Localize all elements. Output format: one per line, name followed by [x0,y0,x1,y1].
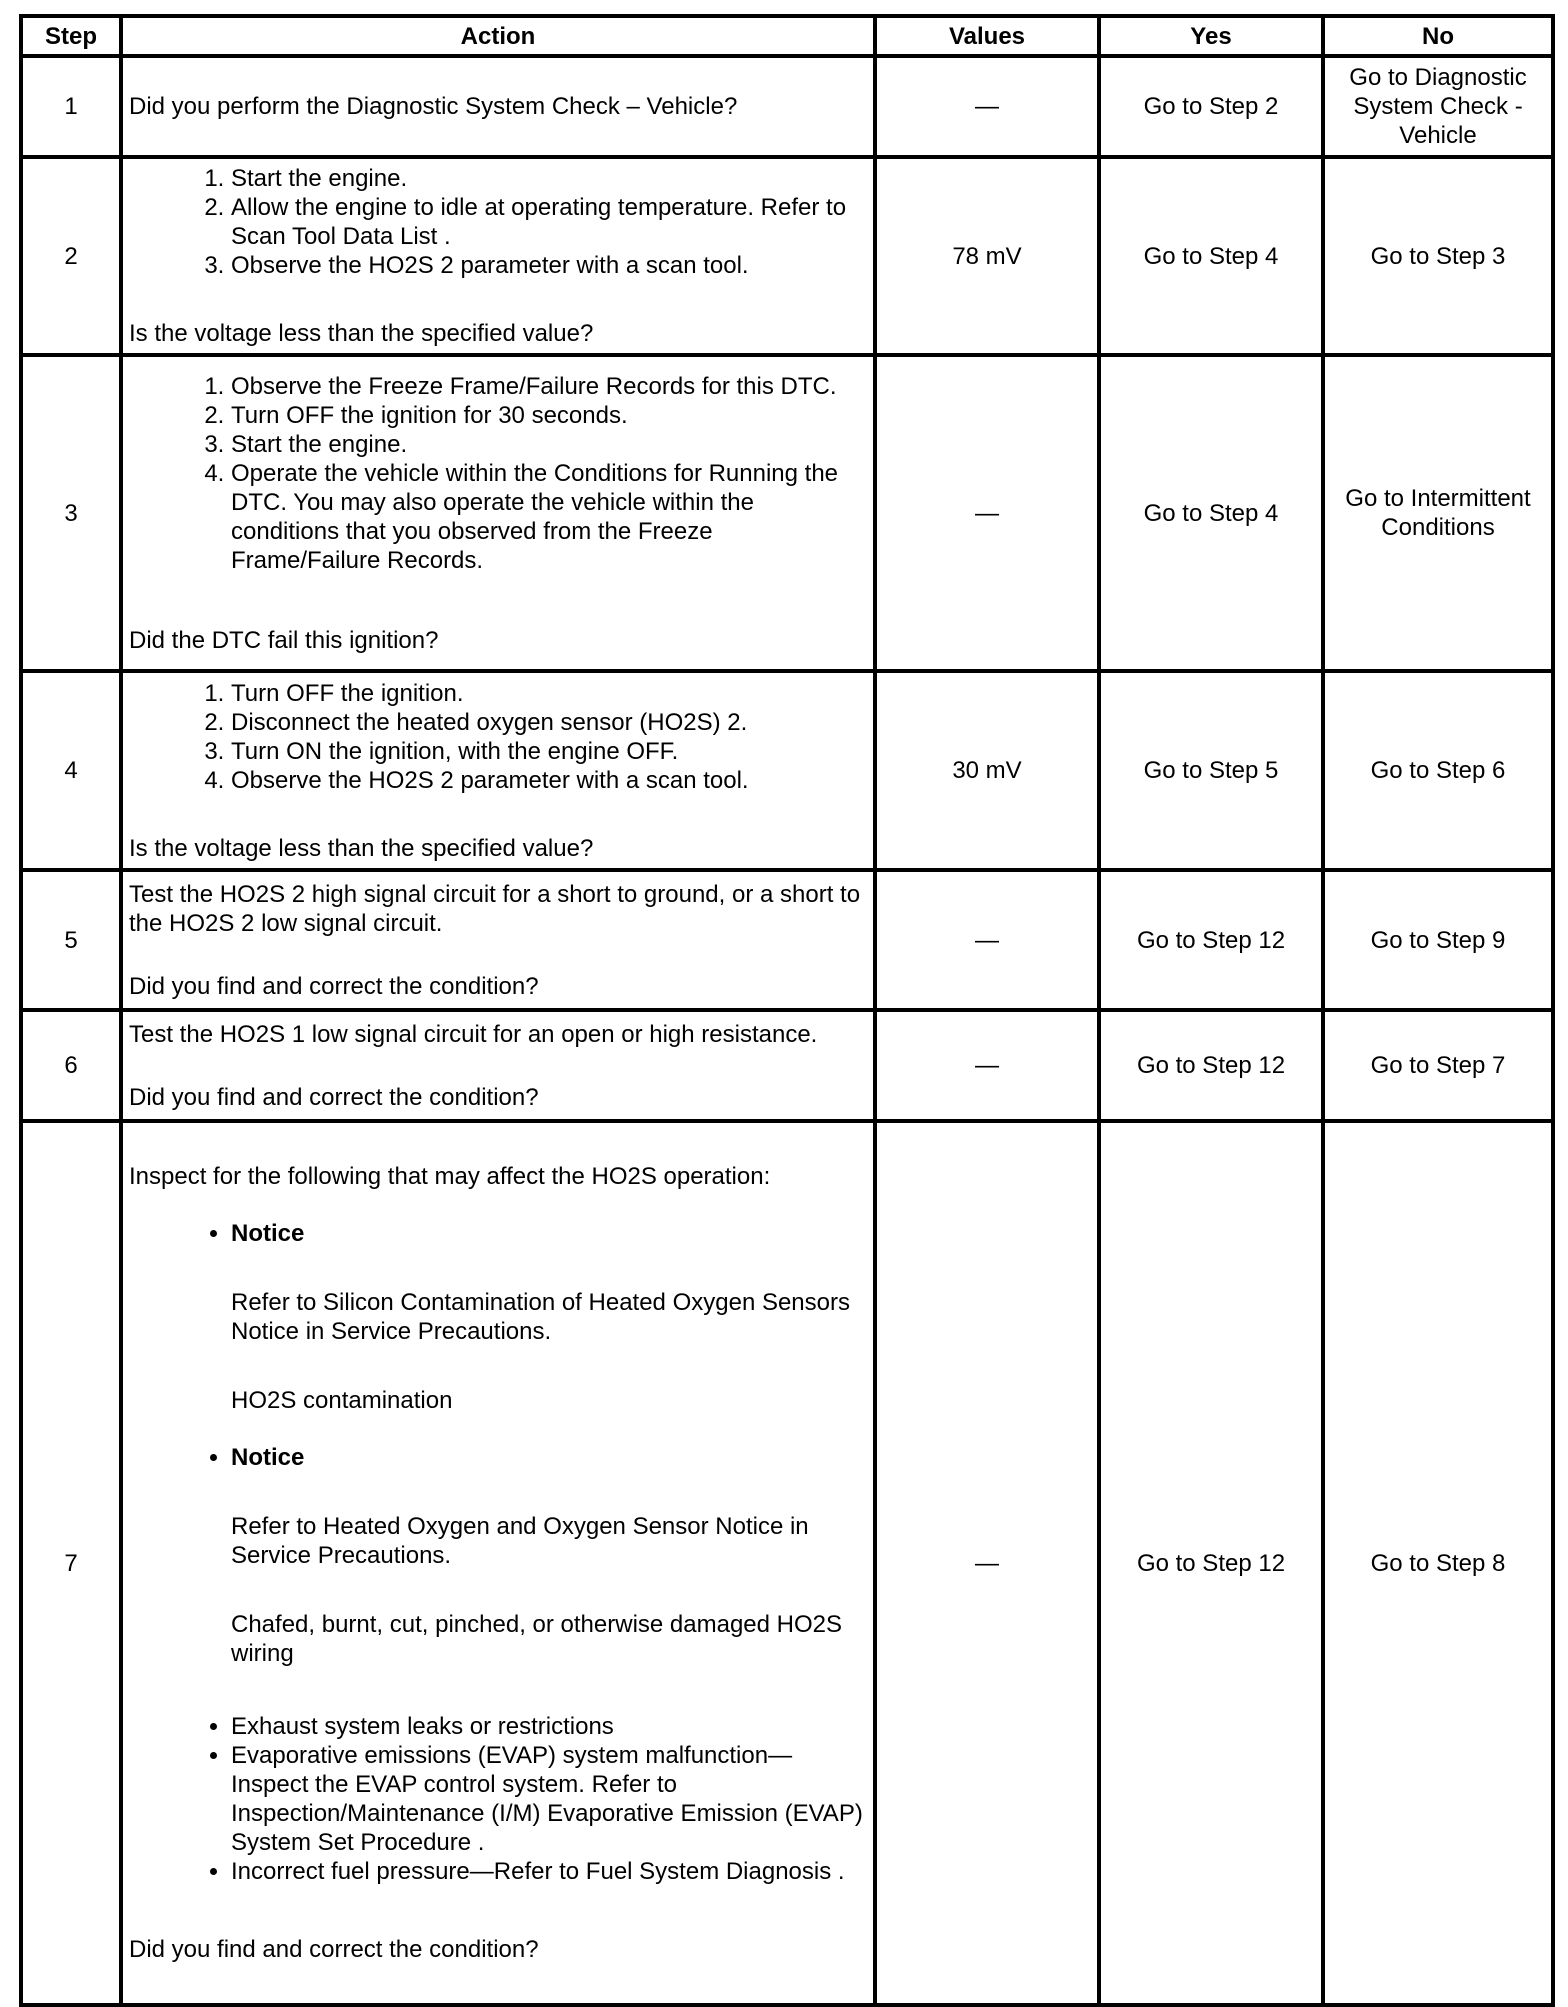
question-text: Did the DTC fail this ignition? [129,626,439,654]
yes-cell: Go to Step 2 [1099,56,1323,157]
list-item [231,1219,867,1415]
procedure-list [129,164,867,280]
action-cell [121,671,875,870]
yes-cell: Go to Step 5 [1099,671,1323,870]
notice-item: Chafed, burnt, cut, pinched, or otherwise damaged HO2S wiring [231,1611,843,1667]
action-text: Test the HO2S 2 high signal circuit for a short to ground, or a short to the HO2S 2 low signal circuit. [129,880,861,937]
list-item: 4. Operate the vehicle within the Conditions for Running the DTC. You may also operate the vehicle within the conditions that you observed from the Freeze Frame/Failure Records. [231,459,867,575]
inspection-list [129,1219,867,1886]
no-cell: Go to Step 3 [1323,157,1553,355]
header-yes: Yes [1099,16,1323,56]
procedure-list [129,372,867,575]
value-cell: — [875,870,1099,1010]
table-row [21,157,1553,355]
header-values: Values [875,16,1099,56]
no-cell: Go to Step 6 [1323,671,1553,870]
notice-item: HO2S contamination [231,1387,453,1414]
notice-text: Refer to Silicon Contamination of Heated Oxygen Sensors Notice in Service Precautions. [231,1289,850,1345]
question-text: Is the voltage less than the specified value? [129,834,594,862]
question-text: Is the voltage less than the specified value? [129,320,594,347]
value-cell: — [875,1010,1099,1121]
list-item: • Evaporative emissions (EVAP) system malfunction—Inspect the EVAP control system. Refer to Inspection/Maintenance (I/M) Evaporative Emission (EVAP) System Set Procedure . [231,1741,867,1857]
yes-cell: Go to Step 12 [1099,1121,1323,2005]
step-number: 5 [21,870,121,1010]
diagnostic-table [19,14,1555,2007]
no-cell: Go to Diagnostic System Check - Vehicle [1323,56,1553,157]
no-cell: Go to Step 8 [1323,1121,1553,2005]
notice-text: Refer to Heated Oxygen and Oxygen Sensor Notice in Service Precautions. [231,1513,809,1569]
action-cell [121,1121,875,2005]
procedure-list [129,679,867,795]
action-cell [121,355,875,671]
yes-cell: Go to Step 4 [1099,157,1323,355]
table-row [21,1121,1553,2005]
table-row [21,56,1553,157]
yes-cell: Go to Step 12 [1099,870,1323,1010]
value-cell: — [875,56,1099,157]
no-cell: Go to Step 9 [1323,870,1553,1010]
table-row [21,1010,1553,1121]
value-cell: — [875,1121,1099,2005]
list-item: 1. Turn OFF the ignition. [231,679,867,708]
step-number: 2 [21,157,121,355]
action-cell [121,1010,875,1121]
list-item: 3. Observe the HO2S 2 parameter with a scan tool. [231,251,867,280]
header-step: Step [21,16,121,56]
action-text: Inspect for the following that may affect the HO2S operation: [129,1163,771,1190]
value-cell: — [875,355,1099,671]
step-number: 7 [21,1121,121,2005]
step-number: 3 [21,355,121,671]
header-no: No [1323,16,1553,56]
list-item: 4. Observe the HO2S 2 parameter with a scan tool. [231,766,867,795]
action-cell [121,56,875,157]
list-item: 2. Turn OFF the ignition for 30 seconds. [231,401,867,430]
step-number: 1 [21,56,121,157]
list-item: • Incorrect fuel pressure—Refer to Fuel System Diagnosis . [231,1857,867,1886]
list-item [231,1443,867,1668]
yes-cell: Go to Step 12 [1099,1010,1323,1121]
action-text: Did you perform the Diagnostic System Check – Vehicle? [129,93,738,120]
action-cell [121,157,875,355]
table-row [21,870,1553,1010]
list-item: 2. Allow the engine to idle at operating temperature. Refer to Scan Tool Data List . [231,193,867,251]
step-number: 4 [21,671,121,870]
step-number: 6 [21,1010,121,1121]
table-row [21,671,1553,870]
no-cell: Go to Intermittent Conditions [1323,355,1553,671]
list-item: 1. Start the engine. [231,164,867,193]
list-item: 2. Disconnect the heated oxygen sensor (HO2S) 2. [231,708,867,737]
action-cell [121,870,875,1010]
list-item: 3. Turn ON the ignition, with the engine OFF. [231,737,867,766]
question-text: Did you find and correct the condition? [129,1083,539,1111]
action-text: Test the HO2S 1 low signal circuit for an open or high resistance. [129,1020,818,1048]
question-text: Did you find and correct the condition? [129,1936,539,1963]
question-text: Did you find and correct the condition? [129,972,539,1000]
notice-title: • Notice [231,1444,305,1471]
list-item: 1. Observe the Freeze Frame/Failure Records for this DTC. [231,372,867,401]
value-cell: 30 mV [875,671,1099,870]
list-item: 3. Start the engine. [231,430,867,459]
list-item: • Exhaust system leaks or restrictions [231,1712,867,1741]
no-cell: Go to Step 7 [1323,1010,1553,1121]
header-row [21,16,1553,56]
value-cell: 78 mV [875,157,1099,355]
table-row [21,355,1553,671]
yes-cell: Go to Step 4 [1099,355,1323,671]
header-action: Action [121,16,875,56]
notice-title: • Notice [231,1220,305,1247]
